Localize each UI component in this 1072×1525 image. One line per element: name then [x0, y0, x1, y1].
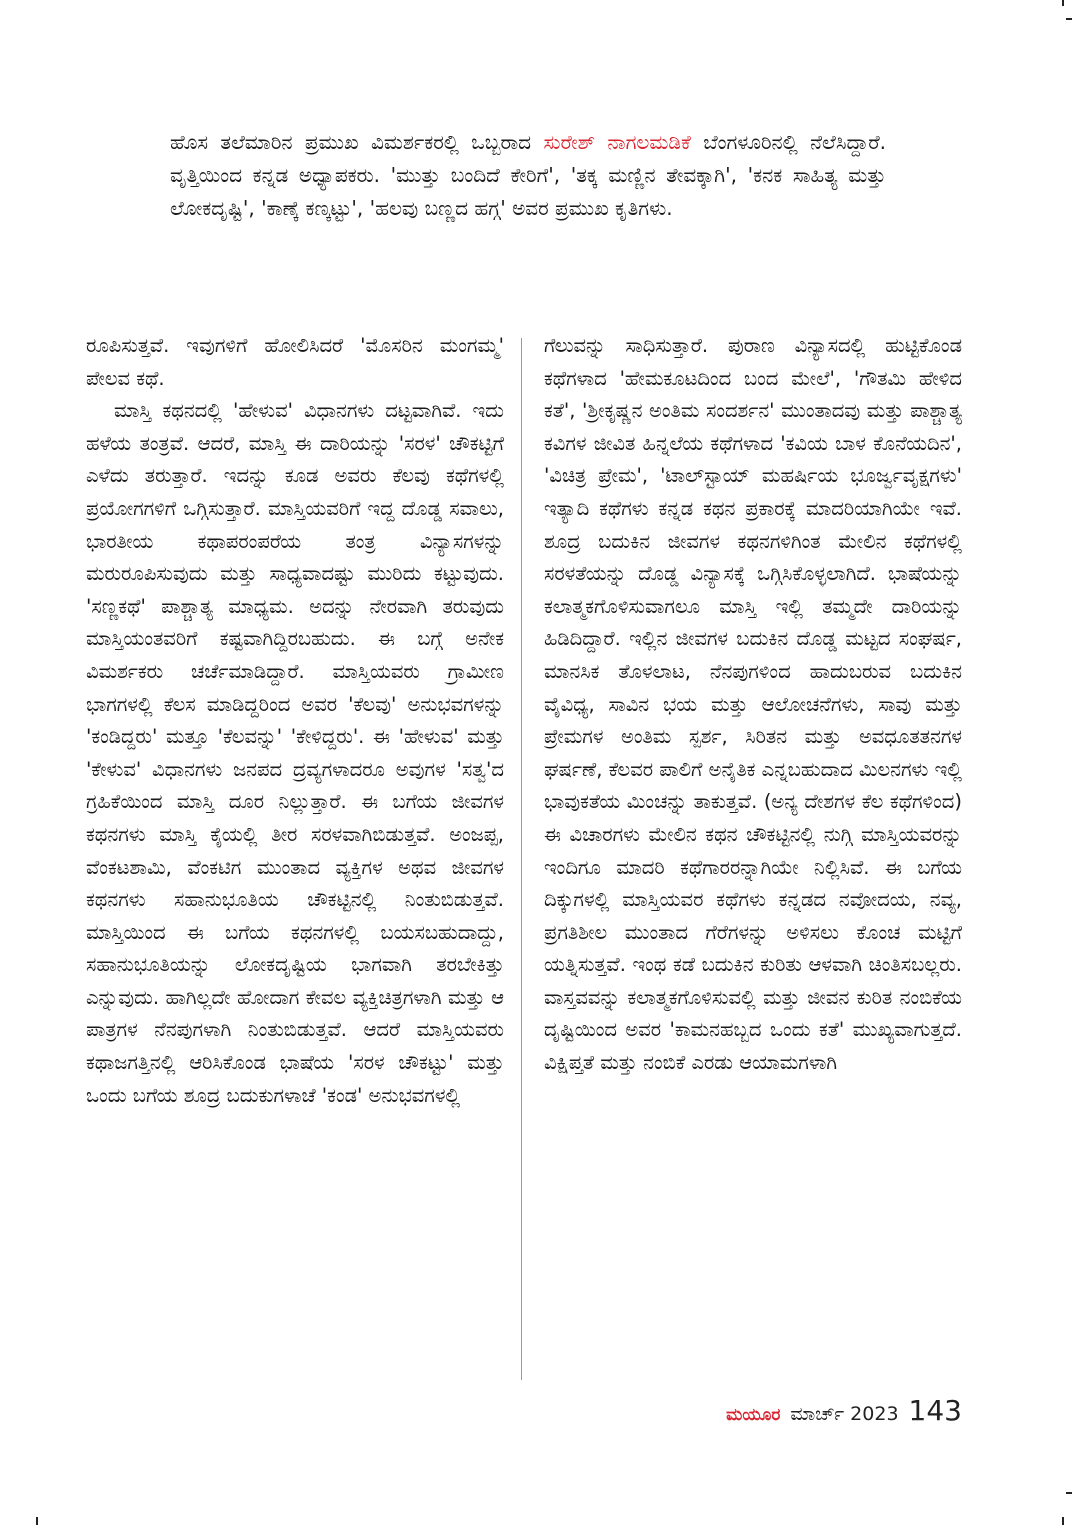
crop-mark-bottom-left [36, 1517, 38, 1525]
left-paragraph-2: ಮಾಸ್ತಿ ಕಥನದಲ್ಲಿ 'ಹೇಳುವ' ವಿಧಾನಗಳು ದಟ್ಟವಾಗಿವೆ. ಇದು ಹಳೆಯ ತಂತ್ರವೆ. ಆದರೆ, ಮಾಸ್ತಿ ಈ ದಾರಿಯನ್ನು 'ಸರಳ' ಚೌಕಟ್ಟಿಗೆ ಎಳೆದು ತರುತ್ತಾರೆ. ಇದನ್ನು ಕೂಡ ಅವರು ಕೆಲವು ಕಥೆಗಳಲ್ಲಿ ಪ್ರಯೋಗಗಳಿಗೆ ಒಗ್ಗಿಸುತ್ತಾರೆ. ಮಾಸ್ತಿಯವರಿಗೆ ಇದ್ದ ದೊಡ್ಡ ಸವಾಲು, ಭಾರತೀಯ ಕಥಾಪರಂಪರೆಯ ತಂತ್ರ ವಿನ್ಯಾಸಗಳನ್ನು ಮರುರೂಪಿಸುವುದು ಮತ್ತು ಸಾಧ್ಯವಾದಷ್ಟು ಮುರಿದು ಕಟ್ಟುವುದು. 'ಸಣ್ಣಕಥೆ' ಪಾಶ್ಚಾತ್ಯ ಮಾಧ್ಯಮ. ಅದನ್ನು ನೇರವಾಗಿ ತರುವುದು ಮಾಸ್ತಿಯಂತವರಿಗೆ ಕಷ್ಟವಾಗಿದ್ದಿರಬಹುದು. ಈ ಬಗ್ಗೆ ಅನೇಕ ವಿಮರ್ಶಕರು ಚರ್ಚೆಮಾಡಿದ್ದಾರೆ. ಮಾಸ್ತಿಯವರು ಗ್ರಾಮೀಣ ಭಾಗಗಳಲ್ಲಿ ಕೆಲಸ ಮಾಡಿದ್ದರಿಂದ ಅವರ 'ಕೆಲವು' ಅನುಭವಗಳನ್ನು 'ಕಂಡಿದ್ದರು' ಮತ್ತೂ 'ಕೆಲವನ್ನು' 'ಕೇಳಿದ್ದರು'. ಈ 'ಹೇಳುವ' ಮತ್ತು 'ಕೇಳುವ' ವಿಧಾನಗಳು ಜನಪದ ದ್ರವ್ಯಗಳಾದರೂ ಅವುಗಳ 'ಸತ್ವ'ದ ಗ್ರಹಿಕೆಯಿಂದ ಮಾಸ್ತಿ ದೂರ ನಿಲ್ಲುತ್ತಾರೆ. ಈ ಬಗೆಯ ಜೀವಗಳ ಕಥನಗಳು ಮಾಸ್ತಿ ಕೈಯಲ್ಲಿ ತೀರ ಸರಳವಾಗಿಬಿಡುತ್ತವೆ. ಅಂಜಪ್ಪ, ವೆಂಕಟಶಾಮಿ, ವೆಂಕಟಿಗ ಮುಂತಾದ ವ್ಯಕ್ತಿಗಳ ಅಥವ ಜೀವಗಳ ಕಥನಗಳು ಸಹಾನುಭೂತಿಯ ಚೌಕಟ್ಟಿನಲ್ಲಿ ನಿಂತುಬಿಡುತ್ತವೆ. ಮಾಸ್ತಿಯಿಂದ ಈ ಬಗೆಯ ಕಥನಗಳಲ್ಲಿ ಬಯಸಬಹುದಾದ್ದು, ಸಹಾನುಭೂತಿಯನ್ನು ಲೋಕದೃಷ್ಟಿಯ ಭಾಗವಾಗಿ ತರಬೇಕಿತ್ತು ಎನ್ನುವುದು. ಹಾಗಿಲ್ಲದೇ ಹೋದಾಗ ಕೇವಲ ವ್ಯಕ್ತಿಚಿತ್ರಗಳಾಗಿ ಮತ್ತು ಆ ಪಾತ್ರಗಳ ನೆನಪುಗಳಾಗಿ ನಿಂತುಬಿಡುತ್ತವೆ. ಆದರೆ ಮಾಸ್ತಿಯವರು ಕಥಾಜಗತ್ತಿನಲ್ಲಿ ಆರಿಸಿಕೊಂಡ ಭಾಷೆಯ 'ಸರಳ ಚೌಕಟ್ಟು' ಮತ್ತು ಒಂದು ಬಗೆಯ ಶೂದ್ರ ಬದುಕುಗಳಾಚೆ 'ಕಂಡ' ಅನುಭವಗಳಲ್ಲಿ [86, 399, 504, 1107]
right-column [544, 330, 962, 1080]
crop-mark-bottom-right [1062, 1517, 1064, 1525]
crop-mark-right-lower [1066, 1492, 1072, 1494]
magazine-logo: ಮಯೂರ [726, 1405, 781, 1425]
crop-mark-top-right [1062, 0, 1064, 6]
left-paragraph-1: ರೂಪಿಸುತ್ತವೆ. ಇವುಗಳಿಗೆ ಹೋಲಿಸಿದರೆ 'ಮೊಸರಿನ ಮಂಗಮ್ಮ' ಪೇಲವ ಕಥೆ. [86, 334, 504, 390]
intro-text-end: ಬೆಂಗಳೂರಿನಲ್ಲಿ ನೆಲೆಸಿದ್ದಾರೆ. ವೃತ್ತಿಯಿಂದ ಕನ್ನಡ ಅಧ್ಯಾಪಕರು. 'ಮುತ್ತು ಬಂದಿದೆ ಕೇರಿಗೆ', 'ತಕ್ಕ ಮಣ್ಣಿನ ತೇವಕ್ಕಾಗಿ', 'ಕನಕ ಸಾಹಿತ್ಯ ಮತ್ತು ಲೋಕದೃಷ್ಟಿ', 'ಕಾಣ್ಕೆ ಕಣ್ಕಟ್ಟು', 'ಹಲವು ಬಣ್ಣದ ಹಗ್ಗ' ಅವರ ಪ್ರಮುಖ ಕೃತಿಗಳು. [170, 130, 886, 220]
author-intro [170, 126, 886, 225]
page-footer [726, 1394, 962, 1427]
author-name: ಸುರೇಶ್ ನಾಗಲಮಡಿಕೆ [543, 130, 691, 154]
page-number: 143 [908, 1394, 962, 1427]
crop-mark-right-upper [1066, 18, 1072, 20]
right-paragraph: ಗೆಲುವನ್ನು ಸಾಧಿಸುತ್ತಾರೆ. ಪುರಾಣ ವಿನ್ಯಾಸದಲ್ಲಿ ಹುಟ್ಟಿಕೊಂಡ ಕಥೆಗಳಾದ 'ಹೇಮಕೂಟದಿಂದ ಬಂದ ಮೇಲೆ', 'ಗೌತಮಿ ಹೇಳಿದ ಕತೆ', 'ಶ್ರೀಕೃಷ್ಣನ ಅಂತಿಮ ಸಂದರ್ಶನ' ಮುಂತಾದವು ಮತ್ತು ಪಾಶ್ಚಾತ್ಯ ಕವಿಗಳ ಜೀವಿತ ಹಿನ್ನಲೆಯ ಕಥೆಗಳಾದ 'ಕವಿಯ ಬಾಳ ಕೊನೆಯದಿನ', 'ವಿಚಿತ್ರ ಪ್ರೇಮ', 'ಟಾಲ್‌ಸ್ಟಾಯ್ ಮಹರ್ಷಿಯ ಭೂರ್ಜ್ವವೃಕ್ಷಗಳು' ಇತ್ಯಾದಿ ಕಥೆಗಳು ಕನ್ನಡ ಕಥನ ಪ್ರಕಾರಕ್ಕೆ ಮಾದರಿಯಾಗಿಯೇ ಇವೆ. ಶೂದ್ರ ಬದುಕಿನ ಜೀವಗಳ ಕಥನಗಳಿಗಿಂತ ಮೇಲಿನ ಕಥೆಗಳಲ್ಲಿ ಸರಳತೆಯನ್ನು ದೊಡ್ಡ ವಿನ್ಯಾಸಕ್ಕೆ ಒಗ್ಗಿಸಿಕೊಳ್ಳಲಾಗಿದೆ. ಭಾಷೆಯನ್ನು ಕಲಾತ್ಮಕಗೊಳಿಸುವಾಗಲೂ ಮಾಸ್ತಿ ಇಲ್ಲಿ ತಮ್ಮದೇ ದಾರಿಯನ್ನು ಹಿಡಿದಿದ್ದಾರೆ. ಇಲ್ಲಿನ ಜೀವಗಳ ಬದುಕಿನ ದೊಡ್ಡ ಮಟ್ಟದ ಸಂಘರ್ಷ, ಮಾನಸಿಕ ತೊಳಲಾಟ, ನೆನಪುಗಳಿಂದ ಹಾದುಬರುವ ಬದುಕಿನ ವೈವಿಧ್ಯ, ಸಾವಿನ ಭಯ ಮತ್ತು ಆಲೋಚನೆಗಳು, ಸಾವು ಮತ್ತು ಪ್ರೇಮಗಳ ಅಂತಿಮ ಸ್ಪರ್ಶ, ಸಿರಿತನ ಮತ್ತು ಅವಧೂತತನಗಳ ಘರ್ಷಣೆ, ಕೆಲವರ ಪಾಲಿಗೆ ಅನೈತಿಕ ಎನ್ನಬಹುದಾದ ಮಿಲನಗಳು ಇಲ್ಲಿ ಭಾವುಕತೆಯ ಮಿಂಚನ್ನು ತಾಕುತ್ತವೆ. (ಅನ್ಯ ದೇಶಗಳ ಕೆಲ ಕಥೆಗಳಿಂದ) ಈ ವಿಚಾರಗಳು ಮೇಲಿನ ಕಥನ ಚೌಕಟ್ಟಿನಲ್ಲಿ ನುಗ್ಗಿ ಮಾಸ್ತಿಯವರನ್ನು ಇಂದಿಗೂ ಮಾದರಿ ಕಥೆಗಾರರನ್ನಾಗಿಯೇ ನಿಲ್ಲಿಸಿವೆ. ಈ ಬಗೆಯ ದಿಕ್ಕುಗಳಲ್ಲಿ ಮಾಸ್ತಿಯವರ ಕಥೆಗಳು ಕನ್ನಡದ ನವೋದಯ, ನವ್ಯ, ಪ್ರಗತಿಶೀಲ ಮುಂತಾದ ಗೆರೆಗಳನ್ನು ಅಳಿಸಲು ಕೊಂಚ ಮಟ್ಟಿಗೆ ಯತ್ನಿಸುತ್ತವೆ. ಇಂಥ ಕಡೆ ಬದುಕಿನ ಕುರಿತು ಆಳವಾಗಿ ಚಿಂತಿಸಬಲ್ಲರು. ವಾಸ್ತವವನ್ನು ಕಲಾತ್ಮಕಗೊಳಿಸುವಲ್ಲಿ ಮತ್ತು ಜೀವನ ಕುರಿತ ನಂಬಿಕೆಯ ದೃಷ್ಟಿಯಿಂದ ಅವರ 'ಕಾಮನಹಬ್ಬದ ಒಂದು ಕತೆ' ಮುಖ್ಯವಾಗುತ್ತದೆ. ವಿಕ್ಷಿಪ್ತತೆ ಮತ್ತು ನಂಬಿಕೆ ಎರಡು ಆಯಾಮಗಳಾಗಿ [544, 334, 962, 1075]
intro-text-start: ಹೊಸ ತಲೆಮಾರಿನ ಪ್ರಮುಖ ವಿಮರ್ಶಕರಲ್ಲಿ ಒಬ್ಬರಾದ [170, 130, 544, 154]
left-column [86, 330, 504, 1112]
issue-date: ಮಾರ್ಚ್ 2023 [790, 1403, 899, 1425]
column-divider [521, 338, 522, 1380]
